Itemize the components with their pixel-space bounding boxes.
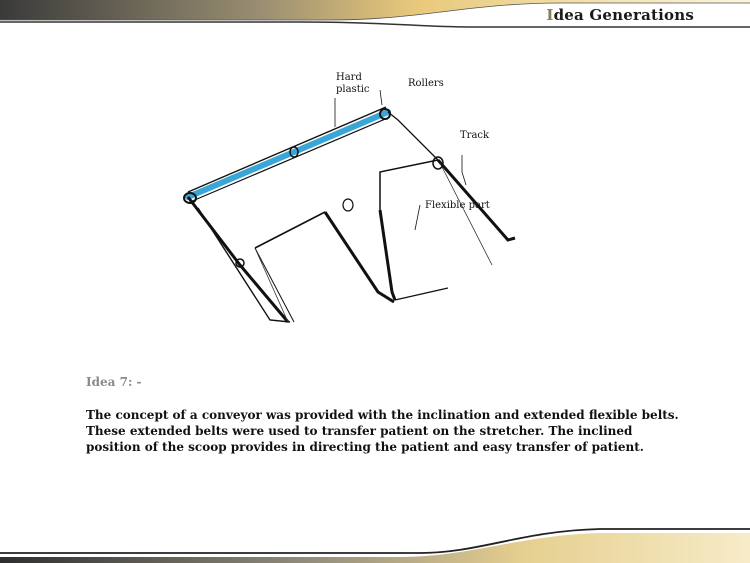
title-rest: dea Generations [553, 6, 694, 24]
belt-line [188, 112, 388, 197]
label-hard-plastic-line2: plastic [336, 84, 370, 95]
label-hard-plastic [336, 72, 370, 96]
footer-band [0, 527, 750, 563]
label-flexible-part: Flexible part [425, 200, 490, 211]
label-rollers: Rollers [408, 78, 444, 89]
page-title [546, 6, 694, 24]
title-initial: I [546, 6, 554, 24]
idea-description: The concept of a conveyor was provided with the inclination and extended flexible belts. These extended belts were used to transfer patient on the stretcher. The inclined position of the scoop provides in directing the patient and easy transfer of patient. [86, 408, 679, 454]
center-pivot [343, 199, 353, 211]
label-track: Track [460, 130, 490, 141]
label-hard-plastic-line1: Hard [336, 72, 362, 83]
idea-heading: Idea 7: - [86, 375, 142, 389]
conveyor-sketch [170, 60, 530, 340]
